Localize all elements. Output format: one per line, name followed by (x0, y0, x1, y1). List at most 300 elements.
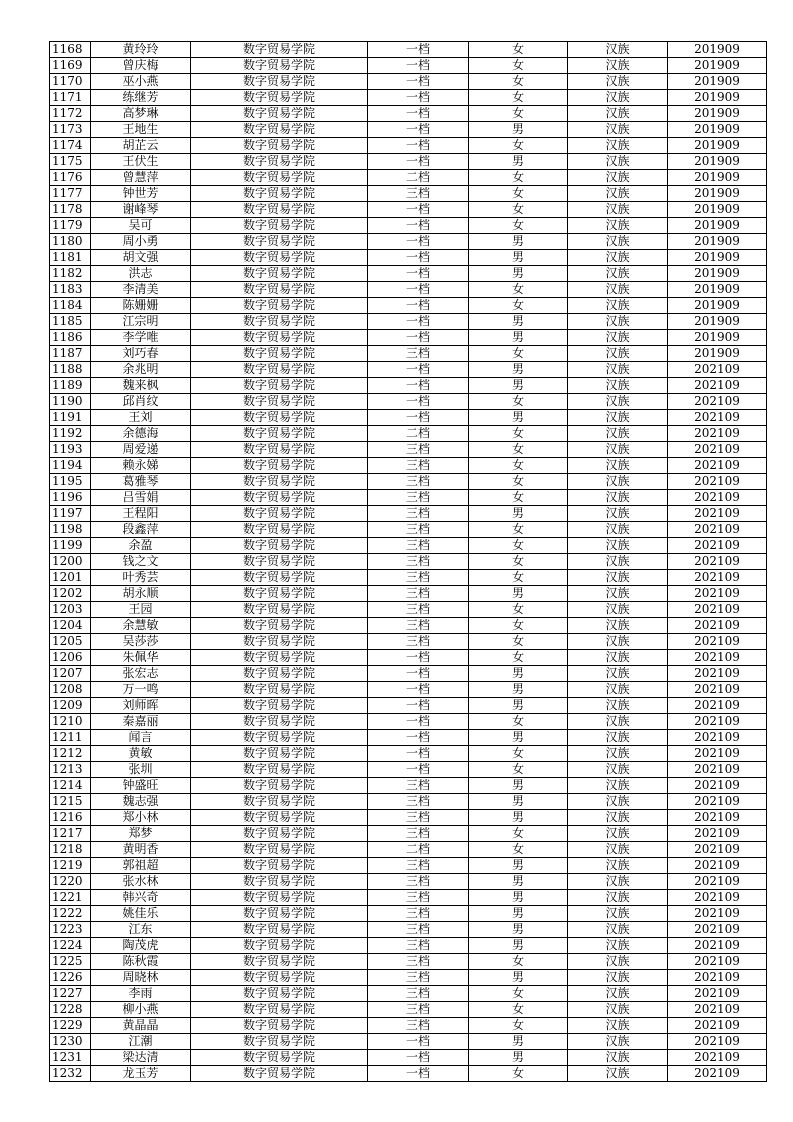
ethnicity-cell: 汉族 (568, 330, 668, 346)
table-row (50, 234, 767, 250)
table-row (50, 666, 767, 682)
table-body (50, 42, 767, 1082)
ethnicity-cell: 汉族 (568, 682, 668, 698)
gender-cell: 男 (469, 266, 568, 282)
ethnicity-cell: 汉族 (568, 778, 668, 794)
gender-cell: 女 (469, 106, 568, 122)
ethnicity-cell: 汉族 (568, 810, 668, 826)
college-name-cell: 数字贸易学院 (191, 234, 368, 250)
ethnicity-cell: 汉族 (568, 458, 668, 474)
aid-tier-cell: 一档 (368, 58, 469, 74)
ethnicity-cell: 汉族 (568, 874, 668, 890)
aid-tier-cell: 三档 (368, 474, 469, 490)
college-name-cell: 数字贸易学院 (191, 458, 368, 474)
row-number-cell: 1221 (50, 890, 91, 906)
row-number-cell: 1205 (50, 634, 91, 650)
college-name-cell: 数字贸易学院 (191, 794, 368, 810)
aid-tier-cell: 一档 (368, 362, 469, 378)
college-name-cell: 数字贸易学院 (191, 42, 368, 58)
table-row (50, 682, 767, 698)
table-row (50, 1050, 767, 1066)
ethnicity-cell: 汉族 (568, 58, 668, 74)
college-name-cell: 数字贸易学院 (191, 954, 368, 970)
ethnicity-cell: 汉族 (568, 506, 668, 522)
gender-cell: 男 (469, 314, 568, 330)
cohort-cell: 202109 (668, 602, 767, 618)
gender-cell: 男 (469, 778, 568, 794)
aid-tier-cell: 三档 (368, 618, 469, 634)
ethnicity-cell: 汉族 (568, 618, 668, 634)
cohort-cell: 202109 (668, 650, 767, 666)
table-row (50, 858, 767, 874)
gender-cell: 男 (469, 506, 568, 522)
college-name-cell: 数字贸易学院 (191, 826, 368, 842)
row-number-cell: 1225 (50, 954, 91, 970)
gender-cell: 男 (469, 698, 568, 714)
college-name-cell: 数字贸易学院 (191, 1002, 368, 1018)
gender-cell: 女 (469, 554, 568, 570)
gender-cell: 男 (469, 890, 568, 906)
row-number-cell: 1192 (50, 426, 91, 442)
table-row (50, 474, 767, 490)
aid-tier-cell: 三档 (368, 954, 469, 970)
student-name-cell: 张水林 (91, 874, 191, 890)
ethnicity-cell: 汉族 (568, 202, 668, 218)
student-name-cell: 姚佳乐 (91, 906, 191, 922)
student-name-cell: 魏来枫 (91, 378, 191, 394)
gender-cell: 女 (469, 842, 568, 858)
college-name-cell: 数字贸易学院 (191, 922, 368, 938)
ethnicity-cell: 汉族 (568, 858, 668, 874)
gender-cell: 男 (469, 154, 568, 170)
table-row (50, 778, 767, 794)
college-name-cell: 数字贸易学院 (191, 362, 368, 378)
ethnicity-cell: 汉族 (568, 538, 668, 554)
aid-tier-cell: 三档 (368, 1018, 469, 1034)
student-name-cell: 钟盛旺 (91, 778, 191, 794)
table-row (50, 58, 767, 74)
cohort-cell: 202109 (668, 554, 767, 570)
gender-cell: 男 (469, 410, 568, 426)
aid-tier-cell: 三档 (368, 186, 469, 202)
aid-tier-cell: 三档 (368, 442, 469, 458)
gender-cell: 女 (469, 1018, 568, 1034)
aid-tier-cell: 一档 (368, 90, 469, 106)
student-name-cell: 张宏志 (91, 666, 191, 682)
student-name-cell: 周小勇 (91, 234, 191, 250)
ethnicity-cell: 汉族 (568, 1002, 668, 1018)
row-number-cell: 1222 (50, 906, 91, 922)
table-row (50, 618, 767, 634)
aid-tier-cell: 二档 (368, 170, 469, 186)
aid-tier-cell: 三档 (368, 634, 469, 650)
row-number-cell: 1214 (50, 778, 91, 794)
table-row (50, 346, 767, 362)
table-row (50, 922, 767, 938)
ethnicity-cell: 汉族 (568, 282, 668, 298)
student-name-cell: 黄敏 (91, 746, 191, 762)
ethnicity-cell: 汉族 (568, 186, 668, 202)
gender-cell: 男 (469, 794, 568, 810)
college-name-cell: 数字贸易学院 (191, 810, 368, 826)
cohort-cell: 202109 (668, 826, 767, 842)
college-name-cell: 数字贸易学院 (191, 298, 368, 314)
ethnicity-cell: 汉族 (568, 234, 668, 250)
cohort-cell: 202109 (668, 442, 767, 458)
ethnicity-cell: 汉族 (568, 522, 668, 538)
aid-tier-cell: 一档 (368, 42, 469, 58)
ethnicity-cell: 汉族 (568, 1034, 668, 1050)
cohort-cell: 201909 (668, 122, 767, 138)
gender-cell: 男 (469, 906, 568, 922)
table-row (50, 282, 767, 298)
gender-cell: 男 (469, 922, 568, 938)
row-number-cell: 1215 (50, 794, 91, 810)
ethnicity-cell: 汉族 (568, 346, 668, 362)
cohort-cell: 202109 (668, 394, 767, 410)
ethnicity-cell: 汉族 (568, 634, 668, 650)
student-name-cell: 洪志 (91, 266, 191, 282)
cohort-cell: 202109 (668, 634, 767, 650)
cohort-cell: 202109 (668, 842, 767, 858)
gender-cell: 男 (469, 938, 568, 954)
table-row (50, 570, 767, 586)
aid-tier-cell: 一档 (368, 314, 469, 330)
college-name-cell: 数字贸易学院 (191, 90, 368, 106)
college-name-cell: 数字贸易学院 (191, 986, 368, 1002)
college-name-cell: 数字贸易学院 (191, 938, 368, 954)
row-number-cell: 1209 (50, 698, 91, 714)
cohort-cell: 202109 (668, 1050, 767, 1066)
college-name-cell: 数字贸易学院 (191, 874, 368, 890)
row-number-cell: 1207 (50, 666, 91, 682)
table-row (50, 1018, 767, 1034)
row-number-cell: 1218 (50, 842, 91, 858)
row-number-cell: 1170 (50, 74, 91, 90)
gender-cell: 男 (469, 666, 568, 682)
row-number-cell: 1179 (50, 218, 91, 234)
gender-cell: 女 (469, 74, 568, 90)
college-name-cell: 数字贸易学院 (191, 570, 368, 586)
row-number-cell: 1227 (50, 986, 91, 1002)
student-name-cell: 王刘 (91, 410, 191, 426)
student-name-cell: 万一鸣 (91, 682, 191, 698)
aid-tier-cell: 三档 (368, 890, 469, 906)
student-name-cell: 段鑫萍 (91, 522, 191, 538)
row-number-cell: 1194 (50, 458, 91, 474)
row-number-cell: 1169 (50, 58, 91, 74)
college-name-cell: 数字贸易学院 (191, 442, 368, 458)
aid-tier-cell: 一档 (368, 394, 469, 410)
row-number-cell: 1176 (50, 170, 91, 186)
cohort-cell: 202109 (668, 778, 767, 794)
college-name-cell: 数字贸易学院 (191, 682, 368, 698)
table-row (50, 890, 767, 906)
row-number-cell: 1212 (50, 746, 91, 762)
student-name-cell: 王程阳 (91, 506, 191, 522)
college-name-cell: 数字贸易学院 (191, 730, 368, 746)
college-name-cell: 数字贸易学院 (191, 250, 368, 266)
table-row (50, 746, 767, 762)
student-name-cell: 郑梦 (91, 826, 191, 842)
student-name-cell: 余德海 (91, 426, 191, 442)
ethnicity-cell: 汉族 (568, 378, 668, 394)
college-name-cell: 数字贸易学院 (191, 1018, 368, 1034)
aid-tier-cell: 三档 (368, 922, 469, 938)
row-number-cell: 1195 (50, 474, 91, 490)
student-name-cell: 谢峰琴 (91, 202, 191, 218)
student-name-cell: 黄晶晶 (91, 1018, 191, 1034)
college-name-cell: 数字贸易学院 (191, 490, 368, 506)
gender-cell: 女 (469, 954, 568, 970)
college-name-cell: 数字贸易学院 (191, 858, 368, 874)
ethnicity-cell: 汉族 (568, 314, 668, 330)
row-number-cell: 1220 (50, 874, 91, 890)
student-name-cell: 余盈 (91, 538, 191, 554)
student-name-cell: 余兆明 (91, 362, 191, 378)
cohort-cell: 202109 (668, 362, 767, 378)
aid-tier-cell: 三档 (368, 794, 469, 810)
aid-tier-cell: 三档 (368, 586, 469, 602)
student-name-cell: 刘师晖 (91, 698, 191, 714)
gender-cell: 女 (469, 650, 568, 666)
row-number-cell: 1186 (50, 330, 91, 346)
aid-tier-cell: 一档 (368, 266, 469, 282)
gender-cell: 女 (469, 490, 568, 506)
college-name-cell: 数字贸易学院 (191, 890, 368, 906)
cohort-cell: 201909 (668, 170, 767, 186)
aid-tier-cell: 三档 (368, 778, 469, 794)
table-row (50, 442, 767, 458)
college-name-cell: 数字贸易学院 (191, 554, 368, 570)
row-number-cell: 1187 (50, 346, 91, 362)
row-number-cell: 1190 (50, 394, 91, 410)
student-table (49, 41, 767, 1082)
row-number-cell: 1213 (50, 762, 91, 778)
cohort-cell: 202109 (668, 714, 767, 730)
gender-cell: 男 (469, 874, 568, 890)
college-name-cell: 数字贸易学院 (191, 202, 368, 218)
cohort-cell: 202109 (668, 730, 767, 746)
cohort-cell: 201909 (668, 138, 767, 154)
row-number-cell: 1204 (50, 618, 91, 634)
table-row (50, 842, 767, 858)
row-number-cell: 1175 (50, 154, 91, 170)
cohort-cell: 201909 (668, 314, 767, 330)
cohort-cell: 202109 (668, 858, 767, 874)
row-number-cell: 1180 (50, 234, 91, 250)
cohort-cell: 201909 (668, 186, 767, 202)
college-name-cell: 数字贸易学院 (191, 106, 368, 122)
cohort-cell: 201909 (668, 58, 767, 74)
table-row (50, 954, 767, 970)
row-number-cell: 1171 (50, 90, 91, 106)
aid-tier-cell: 三档 (368, 522, 469, 538)
college-name-cell: 数字贸易学院 (191, 74, 368, 90)
student-name-cell: 郑小林 (91, 810, 191, 826)
table-row (50, 730, 767, 746)
table-row (50, 74, 767, 90)
student-name-cell: 吴莎莎 (91, 634, 191, 650)
cohort-cell: 201909 (668, 42, 767, 58)
aid-tier-cell: 一档 (368, 106, 469, 122)
student-name-cell: 黄明香 (91, 842, 191, 858)
cohort-cell: 202109 (668, 474, 767, 490)
aid-tier-cell: 三档 (368, 938, 469, 954)
cohort-cell: 201909 (668, 234, 767, 250)
gender-cell: 男 (469, 858, 568, 874)
cohort-cell: 202109 (668, 570, 767, 586)
aid-tier-cell: 三档 (368, 554, 469, 570)
gender-cell: 女 (469, 298, 568, 314)
student-name-cell: 刘巧春 (91, 346, 191, 362)
aid-tier-cell: 三档 (368, 906, 469, 922)
ethnicity-cell: 汉族 (568, 570, 668, 586)
table-row (50, 266, 767, 282)
ethnicity-cell: 汉族 (568, 730, 668, 746)
cohort-cell: 202109 (668, 874, 767, 890)
gender-cell: 男 (469, 250, 568, 266)
row-number-cell: 1219 (50, 858, 91, 874)
student-name-cell: 江东 (91, 922, 191, 938)
aid-tier-cell: 一档 (368, 218, 469, 234)
student-name-cell: 叶秀芸 (91, 570, 191, 586)
gender-cell: 女 (469, 394, 568, 410)
gender-cell: 女 (469, 170, 568, 186)
aid-tier-cell: 三档 (368, 986, 469, 1002)
row-number-cell: 1229 (50, 1018, 91, 1034)
ethnicity-cell: 汉族 (568, 666, 668, 682)
student-name-cell: 吴可 (91, 218, 191, 234)
table-row (50, 906, 767, 922)
cohort-cell: 202109 (668, 746, 767, 762)
ethnicity-cell: 汉族 (568, 442, 668, 458)
cohort-cell: 201909 (668, 250, 767, 266)
ethnicity-cell: 汉族 (568, 410, 668, 426)
student-name-cell: 闻言 (91, 730, 191, 746)
ethnicity-cell: 汉族 (568, 746, 668, 762)
row-number-cell: 1224 (50, 938, 91, 954)
gender-cell: 男 (469, 378, 568, 394)
row-number-cell: 1210 (50, 714, 91, 730)
gender-cell: 女 (469, 714, 568, 730)
ethnicity-cell: 汉族 (568, 474, 668, 490)
cohort-cell: 202109 (668, 954, 767, 970)
table-row (50, 826, 767, 842)
ethnicity-cell: 汉族 (568, 698, 668, 714)
table-row (50, 458, 767, 474)
student-name-cell: 曾庆梅 (91, 58, 191, 74)
table-row (50, 250, 767, 266)
gender-cell: 女 (469, 1066, 568, 1082)
cohort-cell: 202109 (668, 426, 767, 442)
ethnicity-cell: 汉族 (568, 394, 668, 410)
gender-cell: 男 (469, 970, 568, 986)
cohort-cell: 202109 (668, 906, 767, 922)
table-row (50, 298, 767, 314)
ethnicity-cell: 汉族 (568, 650, 668, 666)
gender-cell: 男 (469, 234, 568, 250)
gender-cell: 男 (469, 586, 568, 602)
row-number-cell: 1206 (50, 650, 91, 666)
student-name-cell: 胡文强 (91, 250, 191, 266)
college-name-cell: 数字贸易学院 (191, 842, 368, 858)
ethnicity-cell: 汉族 (568, 1066, 668, 1082)
gender-cell: 男 (469, 362, 568, 378)
aid-tier-cell: 一档 (368, 746, 469, 762)
college-name-cell: 数字贸易学院 (191, 378, 368, 394)
gender-cell: 女 (469, 138, 568, 154)
aid-tier-cell: 三档 (368, 458, 469, 474)
ethnicity-cell: 汉族 (568, 602, 668, 618)
table-row (50, 330, 767, 346)
ethnicity-cell: 汉族 (568, 490, 668, 506)
cohort-cell: 201909 (668, 298, 767, 314)
student-name-cell: 王地生 (91, 122, 191, 138)
row-number-cell: 1178 (50, 202, 91, 218)
table-row (50, 426, 767, 442)
student-name-cell: 葛雅琴 (91, 474, 191, 490)
table-row (50, 986, 767, 1002)
ethnicity-cell: 汉族 (568, 586, 668, 602)
row-number-cell: 1201 (50, 570, 91, 586)
gender-cell: 女 (469, 1002, 568, 1018)
aid-tier-cell: 三档 (368, 874, 469, 890)
gender-cell: 女 (469, 826, 568, 842)
gender-cell: 男 (469, 1050, 568, 1066)
student-name-cell: 赖永娣 (91, 458, 191, 474)
cohort-cell: 201909 (668, 346, 767, 362)
college-name-cell: 数字贸易学院 (191, 170, 368, 186)
row-number-cell: 1172 (50, 106, 91, 122)
aid-tier-cell: 一档 (368, 1066, 469, 1082)
gender-cell: 男 (469, 122, 568, 138)
college-name-cell: 数字贸易学院 (191, 602, 368, 618)
cohort-cell: 201909 (668, 90, 767, 106)
student-name-cell: 秦嘉丽 (91, 714, 191, 730)
row-number-cell: 1185 (50, 314, 91, 330)
table-row (50, 794, 767, 810)
table-row (50, 1034, 767, 1050)
gender-cell: 女 (469, 634, 568, 650)
college-name-cell: 数字贸易学院 (191, 506, 368, 522)
aid-tier-cell: 三档 (368, 602, 469, 618)
aid-tier-cell: 一档 (368, 250, 469, 266)
gender-cell: 女 (469, 522, 568, 538)
aid-tier-cell: 三档 (368, 506, 469, 522)
gender-cell: 女 (469, 458, 568, 474)
table-row (50, 762, 767, 778)
cohort-cell: 201909 (668, 202, 767, 218)
cohort-cell: 202109 (668, 682, 767, 698)
student-name-cell: 练继芳 (91, 90, 191, 106)
table-row (50, 1002, 767, 1018)
table-row (50, 202, 767, 218)
gender-cell: 女 (469, 986, 568, 1002)
row-number-cell: 1198 (50, 522, 91, 538)
gender-cell: 女 (469, 282, 568, 298)
ethnicity-cell: 汉族 (568, 794, 668, 810)
cohort-cell: 201909 (668, 106, 767, 122)
row-number-cell: 1188 (50, 362, 91, 378)
row-number-cell: 1182 (50, 266, 91, 282)
student-name-cell: 胡芷云 (91, 138, 191, 154)
cohort-cell: 202109 (668, 810, 767, 826)
table-row (50, 362, 767, 378)
table-row (50, 90, 767, 106)
college-name-cell: 数字贸易学院 (191, 714, 368, 730)
ethnicity-cell: 汉族 (568, 426, 668, 442)
